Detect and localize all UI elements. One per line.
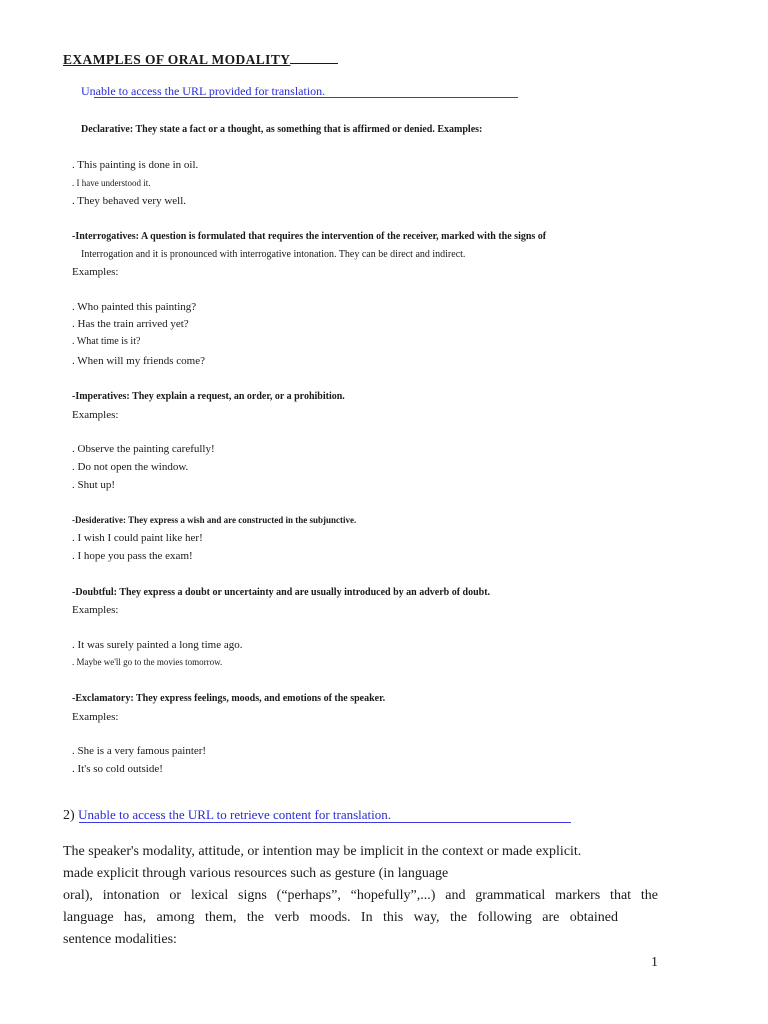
desiderative-example-1: . I wish I could paint like her! bbox=[72, 532, 203, 544]
section-2-link-underline bbox=[79, 822, 571, 823]
imperatives-example-1: . Observe the painting carefully! bbox=[72, 443, 215, 455]
interrogatives-heading-cont: Interrogation and it is pronounced with interrogative intonation. They can be direct and indirect. bbox=[81, 249, 466, 260]
desiderative-heading: -Desiderative: They express a wish and are constructed in the subjunctive. bbox=[72, 515, 357, 525]
paragraph-line-5: sentence modalities: bbox=[63, 932, 177, 947]
declarative-example-2: . I have understood it. bbox=[72, 178, 151, 188]
doubtful-examples-label: Examples: bbox=[72, 604, 119, 616]
interrogatives-example-1: . Who painted this painting? bbox=[72, 301, 197, 313]
desiderative-example-2: . I hope you pass the exam! bbox=[72, 550, 193, 562]
imperatives-heading: -Imperatives: They explain a request, an order, or a prohibition. bbox=[72, 391, 345, 402]
paragraph-line-3: oral), intonation or lexical signs (“perhaps”, “hopefully”,...) and grammatical markers that the bbox=[63, 888, 658, 903]
section-2-number: 2) bbox=[63, 808, 75, 823]
interrogatives-heading: -Interrogatives: A question is formulated that requires the intervention of the receiver, marked with the signs of bbox=[72, 231, 547, 242]
page-number: 1 bbox=[651, 955, 658, 970]
paragraph-line-1: The speaker's modality, attitude, or intention may be implicit in the context or made explicit. bbox=[63, 844, 582, 859]
exclamatory-example-2: . It's so cold outside! bbox=[72, 763, 163, 775]
link-url-unavailable[interactable]: Unable to access the URL provided for translation. bbox=[81, 84, 326, 98]
document-title bbox=[63, 51, 338, 68]
declarative-heading: Declarative: They state a fact or a thought, as something that is affirmed or denied. Examples: bbox=[81, 124, 483, 135]
interrogatives-examples-label: Examples: bbox=[72, 266, 119, 278]
exclamatory-examples-label: Examples: bbox=[72, 711, 119, 723]
exclamatory-heading: -Exclamatory: They express feelings, moods, and emotions of the speaker. bbox=[72, 693, 386, 704]
paragraph-line-4: language has, among them, the verb moods. In this way, the following are obtained bbox=[63, 910, 618, 925]
imperatives-examples-label: Examples: bbox=[72, 409, 119, 421]
paragraph-line-2: made explicit through various resources such as gesture (in language bbox=[63, 866, 449, 881]
title-text: EXAMPLES OF ORAL MODALITY bbox=[63, 52, 291, 67]
declarative-example-3: . They behaved very well. bbox=[72, 195, 187, 207]
interrogatives-example-4: . When will my friends come? bbox=[72, 355, 205, 367]
exclamatory-example-1: . She is a very famous painter! bbox=[72, 745, 207, 757]
section-2-link[interactable]: Unable to access the URL to retrieve content for translation. bbox=[78, 807, 392, 822]
doubtful-example-1: . It was surely painted a long time ago. bbox=[72, 639, 243, 651]
interrogatives-example-3: . What time is it? bbox=[72, 336, 141, 347]
doubtful-heading: -Doubtful: They express a doubt or uncertainty and are usually introduced by an adverb of doubt. bbox=[72, 587, 491, 598]
imperatives-example-3: . Shut up! bbox=[72, 479, 116, 491]
title-underline bbox=[290, 51, 338, 64]
imperatives-example-2: . Do not open the window. bbox=[72, 461, 189, 473]
declarative-example-1: . This painting is done in oil. bbox=[72, 159, 199, 171]
doubtful-example-2: . Maybe we'll go to the movies tomorrow. bbox=[72, 657, 223, 667]
link-underline bbox=[94, 97, 518, 98]
interrogatives-example-2: . Has the train arrived yet? bbox=[72, 318, 189, 330]
